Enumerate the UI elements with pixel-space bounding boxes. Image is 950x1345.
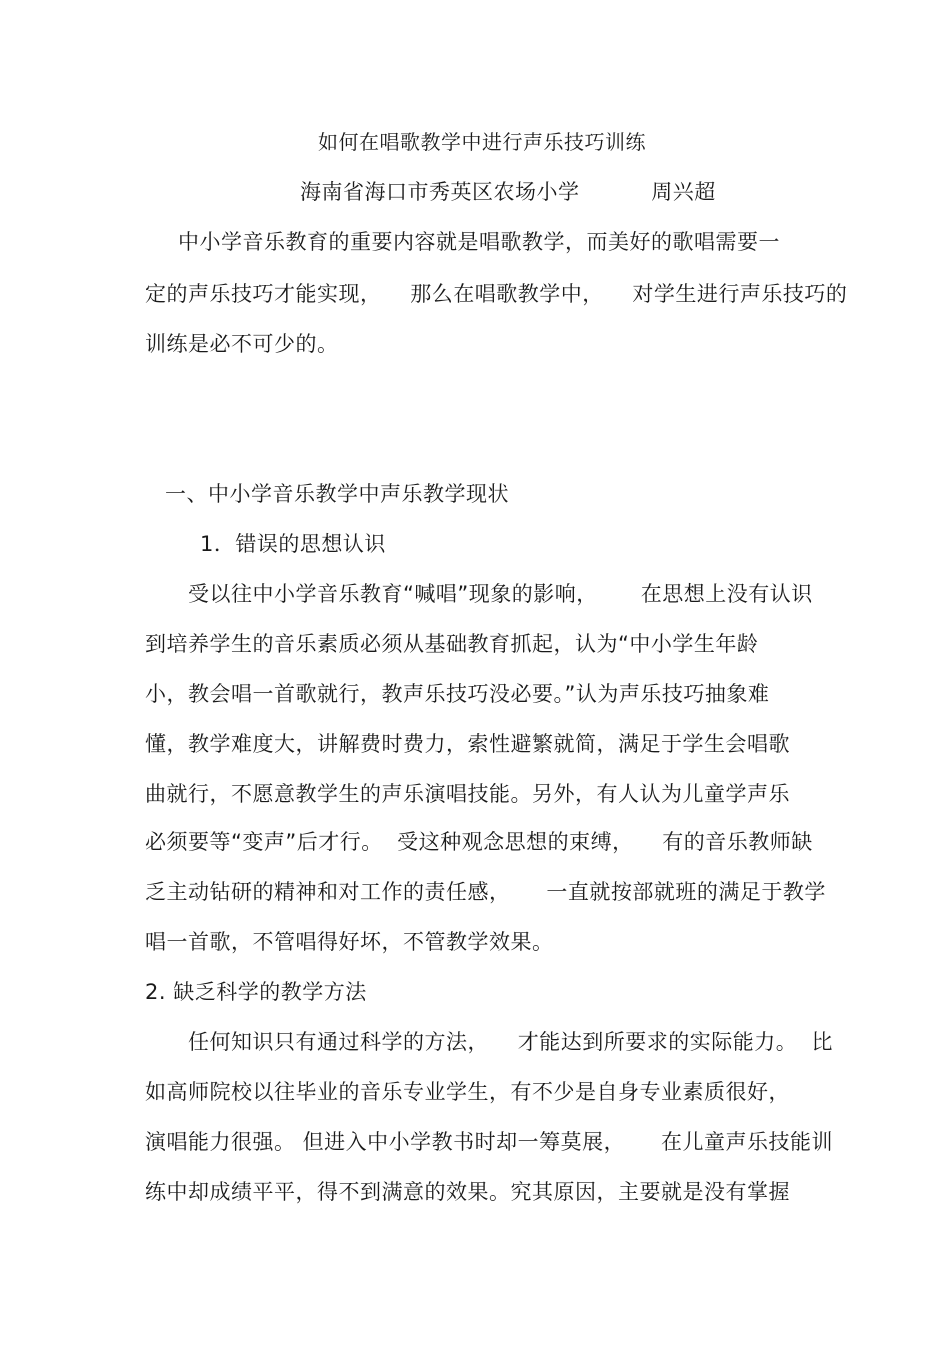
sub1-line-1: 受以往中小学音乐教育“喊唱”现象的影响， 在思想上没有认识 [188, 582, 813, 606]
sub1-line-7: 乏主动钻研的精神和对工作的责任感， 一直就按部就班的满足于教学 [145, 880, 826, 904]
sub1-line-3: 小，教会唱一首歌就行，教声乐技巧没必要。”认为声乐技巧抽象难 [145, 682, 770, 706]
author-line: 海南省海口市秀英区农场小学 周兴超 [300, 180, 716, 204]
sub1-line-5: 曲就行，不愿意教学生的声乐演唱技能。另外，有人认为儿童学声乐 [145, 782, 790, 806]
document-title: 如何在唱歌教学中进行声乐技巧训练 [318, 130, 646, 154]
sub1-line-6: 必须要等“变声”后才行。 受这种观念思想的束缚， 有的音乐教师缺 [145, 830, 813, 854]
intro-line-3: 训练是必不可少的。 [145, 332, 339, 356]
sub1-line-8: 唱一首歌，不管唱得好坏，不管教学效果。 [145, 930, 554, 954]
sub1-line-4: 懂，教学难度大，讲解费时费力，索性避繁就简，满足于学生会唱歌 [145, 732, 790, 756]
subsection-2-heading: 2. 缺乏科学的教学方法 [145, 980, 367, 1004]
subsection-1-heading: 1．错误的思想认识 [200, 532, 386, 556]
sub2-line-2: 如高师院校以往毕业的音乐专业学生，有不少是自身专业素质很好， [145, 1080, 790, 1104]
sub1-line-2: 到培养学生的音乐素质必须从基础教育抓起，认为“中小学生年龄 [145, 632, 759, 656]
sub2-line-3: 演唱能力很强。 但进入中小学教书时却一筹莫展， 在儿童声乐技能训 [145, 1130, 834, 1154]
intro-line-2: 定的声乐技巧才能实现， 那么在唱歌教学中， 对学生进行声乐技巧的 [145, 282, 848, 306]
sub2-line-4: 练中却成绩平平，得不到满意的效果。究其原因，主要就是没有掌握 [145, 1180, 790, 1204]
sub2-line-1: 任何知识只有通过科学的方法， 才能达到所要求的实际能力。 比 [188, 1030, 834, 1054]
section-heading: 一、中小学音乐教学中声乐教学现状 [165, 482, 509, 506]
intro-line-1: 中小学音乐教育的重要内容就是唱歌教学，而美好的歌唱需要一 [178, 230, 780, 254]
